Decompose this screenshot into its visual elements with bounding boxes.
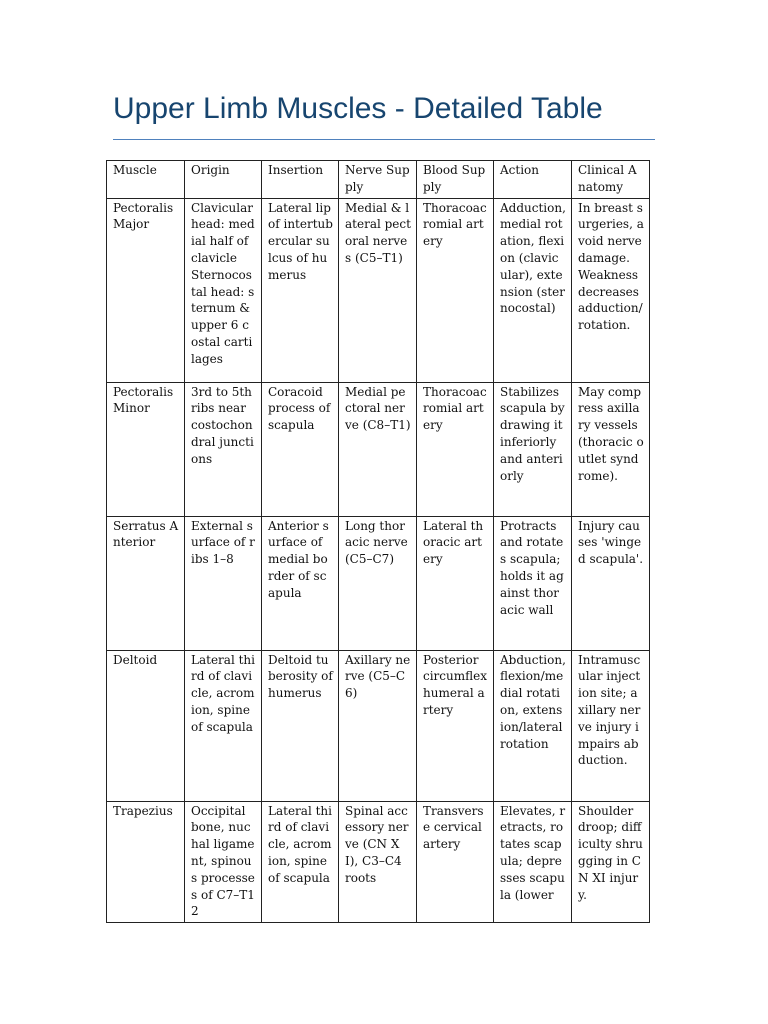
cell-action: Stabilizes scapula by drawing it inferiorly and anteriorly [494,382,572,516]
column-header-muscle: Muscle [107,161,185,199]
cell-clinical-anatomy: Injury causes 'winged scapula'. [572,516,650,650]
table-header-row [107,161,650,199]
cell-insertion: Deltoid tuberosity of humerus [262,650,339,801]
cell-insertion: Lateral lip of intertubercular sulcus of humerus [262,198,339,382]
cell-insertion: Coracoid process of scapula [262,382,339,516]
cell-origin: External surface of ribs 1–8 [185,516,262,650]
cell-muscle: Serratus Anterior [107,516,185,650]
muscles-table [106,160,650,923]
cell-clinical-anatomy: May compress axillary vessels (thoracic outlet syndrome). [572,382,650,516]
cell-origin: Clavicular head: medial half of clavicle Sternocostal head: sternum & upper 6 costal cartilages [185,198,262,382]
table-row [107,516,650,650]
document-title: Upper Limb Muscles - Detailed Table [113,92,603,125]
cell-nerve-supply: Medial & lateral pectoral nerves (C5–T1) [339,198,417,382]
cell-muscle: Pectoralis Minor [107,382,185,516]
cell-action: Abduction, flexion/medial rotation, extension/lateral rotation [494,650,572,801]
cell-clinical-anatomy: Shoulder droop; difficulty shrugging in CN XI injury. [572,801,650,923]
cell-blood-supply: Lateral thoracic artery [417,516,494,650]
cell-action: Elevates, retracts, rotates scapula; depresses scapula (lower [494,801,572,923]
cell-nerve-supply: Axillary nerve (C5–C6) [339,650,417,801]
cell-nerve-supply: Spinal accessory nerve (CN XI), C3–C4 roots [339,801,417,923]
cell-muscle: Pectoralis Major [107,198,185,382]
cell-nerve-supply: Long thoracic nerve (C5–C7) [339,516,417,650]
cell-insertion: Lateral third of clavicle, acromion, spine of scapula [262,801,339,923]
table-row [107,382,650,516]
cell-nerve-supply: Medial pectoral nerve (C8–T1) [339,382,417,516]
cell-clinical-anatomy: In breast surgeries, avoid nerve damage. Weakness decreases adduction/rotation. [572,198,650,382]
title-divider [113,139,655,140]
cell-clinical-anatomy: Intramuscular injection site; axillary nerve injury impairs abduction. [572,650,650,801]
column-header-clinical-anatomy: Clinical Anatomy [572,161,650,199]
cell-blood-supply: Posterior circumflex humeral artery [417,650,494,801]
cell-origin: Lateral third of clavicle, acromion, spine of scapula [185,650,262,801]
table-row [107,198,650,382]
cell-muscle: Deltoid [107,650,185,801]
cell-blood-supply: Thoracoacromial artery [417,198,494,382]
table-row [107,650,650,801]
cell-origin: 3rd to 5th ribs near costochondral junctions [185,382,262,516]
column-header-nerve-supply: Nerve Supply [339,161,417,199]
cell-action: Adduction, medial rotation, flexion (clavicular), extension (sternocostal) [494,198,572,382]
column-header-action: Action [494,161,572,199]
cell-origin: Occipital bone, nuchal ligament, spinous processes of C7–T12 [185,801,262,923]
cell-blood-supply: Thoracoacromial artery [417,382,494,516]
cell-blood-supply: Transverse cervical artery [417,801,494,923]
column-header-insertion: Insertion [262,161,339,199]
column-header-blood-supply: Blood Supply [417,161,494,199]
cell-insertion: Anterior surface of medial border of scapula [262,516,339,650]
column-header-origin: Origin [185,161,262,199]
cell-action: Protracts and rotates scapula; holds it against thoracic wall [494,516,572,650]
cell-muscle: Trapezius [107,801,185,923]
table-row [107,801,650,923]
